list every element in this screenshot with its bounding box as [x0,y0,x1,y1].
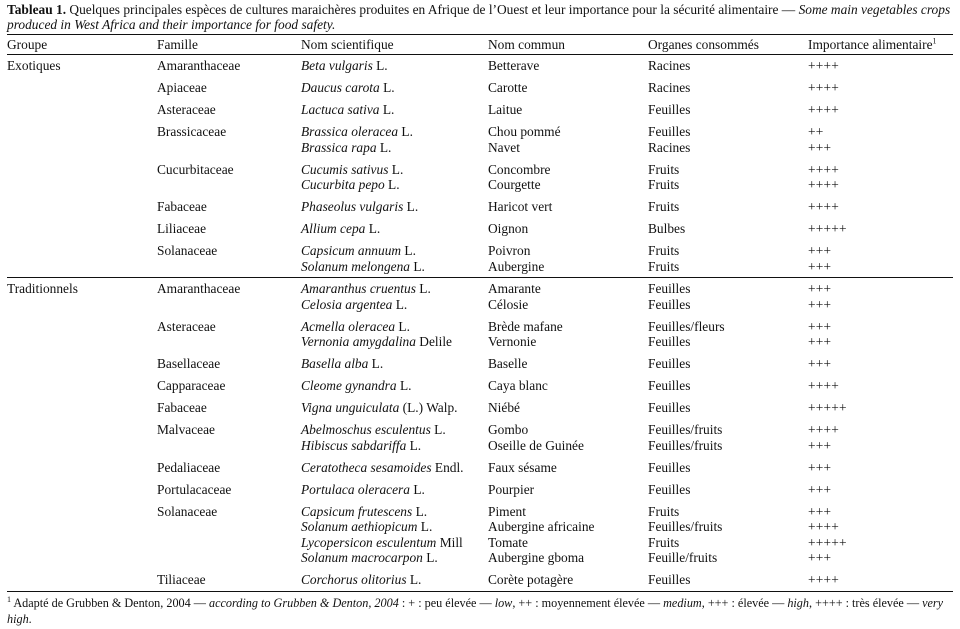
table-row [7,535,953,551]
cell-nom-commun: Oignon [488,221,529,236]
table-caption [7,2,953,32]
cell-famille: Asteraceae [157,318,216,334]
species-name: Hibiscus sabdariffa [301,437,407,453]
species-name: Cucurbita pepo [301,177,385,192]
species-authority: L. [406,572,422,587]
cell-groupe [7,422,157,438]
cell-nom-commun: Laitue [488,102,523,117]
cell-organes: Racines [648,80,691,95]
cell-importance: ++++ [808,572,840,587]
cell-groupe [7,162,157,178]
cell-groupe [7,140,157,156]
caption-label: Tableau 1. [7,2,67,17]
cell-organes: Racines [648,58,691,73]
cell-organes: Feuilles/fruits [648,437,723,453]
cell-nom-scientifique [301,334,488,350]
species-name: Capsicum frutescens [301,503,413,519]
cell-importance: +++++ [808,221,847,236]
cell-nom-commun: Brède mafane [488,318,563,334]
cell-famille: Brassicaceae [157,124,227,139]
cell-importance: +++ [808,481,832,497]
table-row [7,140,953,156]
bottom-rule [7,591,953,592]
cell-organes: Racines [648,139,691,155]
cell-importance: +++ [808,459,832,475]
table-row [7,243,953,259]
species-name: Brassica oleracea [301,124,399,139]
species-name: Cucumis sativus [301,161,389,177]
cell-groupe [7,572,157,588]
species-authority: L. [384,177,400,192]
cell-famille [157,297,301,313]
species-name: Phaseolus vulgaris [301,199,404,214]
table-row [7,550,953,566]
table-row [7,177,953,193]
cell-famille [157,519,301,535]
cell-nom-scientifique [301,102,488,118]
cell-groupe [7,356,157,372]
cell-importance: ++++ [808,378,840,393]
cell-importance: +++ [808,503,832,519]
cell-organes: Feuilles [648,334,691,349]
cell-famille: Solanaceae [157,243,218,258]
table-row [7,319,953,335]
cell-organes: Fruits [648,161,680,177]
cell-organes: Fruits [648,503,680,519]
cell-famille: Tiliaceae [157,572,206,587]
cell-famille: Cucurbitaceae [157,161,234,177]
cell-importance: ++++ [808,199,840,214]
species-name: Lycopersicon esculentum [301,534,437,550]
cell-importance: +++ [808,318,832,334]
cell-organes: Feuilles [648,378,691,393]
cell-organes: Feuilles [648,102,691,117]
cell-famille: Basellaceae [157,356,221,371]
cell-nom-commun: Baselle [488,356,528,371]
species-authority: L. [415,281,431,296]
cell-organes: Feuilles/fruits [648,519,723,534]
table-row [7,80,953,96]
cell-groupe [7,504,157,520]
cell-nom-commun: Oseille de Guinée [488,437,584,453]
cell-nom-scientifique [301,438,488,454]
table-row [7,378,953,394]
species-name: Portulaca oleracera [301,481,410,497]
cell-organes: Feuille/fruits [648,550,718,565]
cell-famille: Fabaceae [157,199,207,214]
species-name: Beta vulgaris [301,58,373,73]
species-name: Solanum melongena [301,258,410,274]
cell-nom-commun: Carotte [488,80,528,95]
footnote-mark: 1 [7,594,11,604]
header-groupe: Groupe [7,37,48,52]
cell-nom-commun: Faux sésame [488,459,557,475]
cell-organes: Feuilles/fruits [648,422,723,437]
cell-importance: +++++ [808,400,847,415]
header-nom-scientifique: Nom scientifique [301,37,394,52]
cell-nom-scientifique [301,243,488,259]
cell-nom-commun: Corète potagère [488,572,574,587]
cell-famille: Fabaceae [157,400,207,415]
species-name: Ceratotheca sesamoides [301,459,432,475]
species-name: Cleome gynandra [301,378,397,393]
cell-nom-commun: Aubergine africaine [488,519,595,534]
cell-nom-commun: Chou pommé [488,124,561,139]
cell-famille [157,334,301,350]
species-name: Abelmoschus esculentus [301,422,431,437]
cell-importance: +++ [808,334,832,349]
cell-importance: +++ [808,296,832,312]
header-importance: Importance alimentaire$^1$ [808,36,937,52]
table-row [7,199,953,215]
cell-nom-scientifique [301,199,488,215]
cell-nom-commun: Courgette [488,177,541,192]
table-row [7,297,953,313]
cell-groupe [7,243,157,259]
species-name: Solanum macrocarpon [301,550,423,565]
cell-importance: +++++ [808,534,847,550]
cell-famille [157,177,301,193]
species-authority: Endl. [431,459,464,475]
table-row [7,504,953,520]
cell-organes: Feuilles [648,124,691,139]
species-authority: L. [395,318,410,334]
cell-nom-scientifique [301,58,488,74]
cell-famille: Solanaceae [157,503,218,519]
table-row [7,400,953,416]
species-name: Lactuca sativa [301,102,380,117]
cell-nom-commun: Piment [488,503,526,519]
cell-groupe [7,259,157,275]
table-row [7,572,953,588]
species-name: Capsicum annuum [301,243,402,258]
cell-famille: Apiaceae [157,80,207,95]
cell-organes: Bulbes [648,221,686,236]
cell-nom-commun: Betterave [488,58,540,73]
species-authority: L. [412,503,428,519]
cell-famille: Amaranthaceae [157,281,241,296]
cell-nom-commun: Aubergine [488,258,545,274]
group-block [7,278,953,588]
species-authority: L. [430,422,446,437]
species-name: Celosia argentea [301,296,393,312]
cell-organes: Feuilles [648,356,691,371]
caption-english: Some main vegetables crops produced in West Africa and their importance for food safety. [7,2,951,32]
cell-groupe [7,221,157,237]
cell-famille [157,550,301,566]
table-row [7,259,953,275]
cell-groupe [7,550,157,566]
table-row [7,221,953,237]
cell-nom-scientifique [301,400,488,416]
caption-french: Quelques principales espèces de cultures maraichères produites en Afrique de l’Ouest et leur importance pour la sécurité alimentaire — [69,2,796,17]
cell-organes: Fruits [648,177,680,192]
table-row [7,460,953,476]
cell-nom-commun: Célosie [488,296,529,312]
cell-nom-scientifique [301,80,488,96]
cell-nom-scientifique [301,378,488,394]
species-authority: (L.) Walp. [399,400,458,415]
cell-groupe [7,124,157,140]
cell-organes: Fruits [648,534,680,550]
cell-nom-commun: Concombre [488,161,551,177]
cell-groupe [7,378,157,394]
cell-organes: Fruits [648,199,680,214]
cell-groupe [7,460,157,476]
cell-groupe [7,535,157,551]
species-authority: L. [379,80,395,95]
cell-organes: Feuilles [648,481,691,497]
cell-groupe [7,438,157,454]
species-name: Amaranthus cruentus [301,281,416,296]
cell-importance: +++ [808,139,832,155]
species-authority: L. [398,124,413,139]
cell-importance: ++++ [808,519,840,534]
cell-nom-scientifique [301,319,488,335]
cell-famille: Malvaceae [157,422,215,437]
cell-organes: Feuilles [648,572,691,587]
cell-famille [157,140,301,156]
cell-famille: Asteraceae [157,102,216,117]
species-name: Corchorus olitorius [301,572,407,587]
cell-organes: Feuilles [648,459,691,475]
species-authority: L. [422,550,438,565]
species-authority: L. [406,437,422,453]
header-row [7,36,953,54]
cell-groupe [7,177,157,193]
species-name: Vigna unguiculata [301,400,400,415]
species-authority: L. [392,296,408,312]
header-nom-commun: Nom commun [488,37,565,52]
cell-organes: Feuilles [648,281,691,296]
cell-nom-commun: Pourpier [488,481,535,497]
cell-nom-commun: Niébé [488,400,520,415]
cell-nom-scientifique [301,140,488,156]
table-row [7,334,953,350]
cell-groupe [7,319,157,335]
species-authority: L. [372,58,388,73]
species-authority: L. [403,199,419,214]
species-name: Vernonia amygdalina [301,334,416,349]
cell-importance: ++++ [808,58,840,73]
species-authority: L. [388,161,404,177]
species-name: Brassica rapa [301,139,377,155]
cell-nom-commun: Tomate [488,534,528,550]
cell-importance: ++++ [808,422,840,437]
cell-importance: +++ [808,281,832,296]
cell-groupe [7,482,157,498]
table-row [7,162,953,178]
cell-nom-scientifique [301,221,488,237]
cell-importance: +++ [808,243,832,258]
species-authority: L. [396,378,412,393]
table-row [7,281,953,297]
cell-importance: +++ [808,550,832,565]
table-row [7,482,953,498]
table-row [7,422,953,438]
table-row [7,438,953,454]
cell-nom-scientifique [301,422,488,438]
table-row [7,102,953,118]
header-famille: Famille [157,37,198,52]
cell-importance: ++++ [808,177,840,192]
table-row [7,124,953,140]
cell-nom-scientifique [301,460,488,476]
cell-nom-scientifique [301,572,488,588]
cell-importance: ++ [808,124,824,139]
cell-famille: Portulacaceae [157,481,232,497]
species-name: Solanum aethiopicum [301,519,418,534]
cell-importance: ++++ [808,161,840,177]
cell-groupe [7,102,157,118]
cell-famille: Capparaceae [157,378,226,393]
cell-nom-scientifique [301,162,488,178]
cell-famille [157,259,301,275]
cell-importance: ++++ [808,80,840,95]
cell-nom-scientifique [301,177,488,193]
cell-groupe [7,334,157,350]
species-name: Allium cepa [301,221,366,236]
species-name: Basella alba [301,356,369,371]
cell-nom-scientifique [301,281,488,297]
cell-groupe: Traditionnels [7,281,78,296]
cell-nom-scientifique [301,504,488,520]
group-block [7,55,953,274]
cell-importance: +++ [808,258,832,274]
cell-nom-commun: Haricot vert [488,199,553,214]
species-authority: L. [409,258,425,274]
cell-nom-scientifique [301,259,488,275]
species-authority: L. [417,519,433,534]
species-authority: L. [365,221,381,236]
cell-nom-scientifique [301,482,488,498]
cell-groupe: Exotiques [7,58,61,73]
cell-famille [157,535,301,551]
cell-nom-scientifique [301,535,488,551]
cell-groupe [7,199,157,215]
cell-famille: Pedaliaceae [157,459,221,475]
cell-nom-commun: Vernonie [488,334,537,349]
species-authority: L. [401,243,416,258]
header-importance-note: 1 [932,36,937,46]
cell-nom-scientifique [301,519,488,535]
species-authority: Delile [415,334,453,349]
species-authority: Mill [436,534,463,550]
table-row [7,58,953,74]
top-rule [7,34,953,35]
cell-organes: Feuilles/fleurs [648,318,725,334]
cell-nom-scientifique [301,356,488,372]
table-body [7,55,953,591]
cell-nom-commun: Caya blanc [488,378,548,393]
cell-nom-scientifique [301,297,488,313]
species-authority: L. [379,102,395,117]
cell-organes: Fruits [648,258,680,274]
species-authority: L. [409,481,425,497]
cell-famille: Amaranthaceae [157,58,241,73]
cell-organes: Fruits [648,243,680,258]
cell-importance: +++ [808,437,832,453]
cell-organes: Feuilles [648,400,691,415]
cell-groupe [7,80,157,96]
cell-groupe [7,519,157,535]
table-row [7,519,953,535]
cell-nom-commun: Aubergine gboma [488,550,585,565]
table-row [7,356,953,372]
cell-importance: +++ [808,356,832,371]
species-name: Acmella oleracea [301,318,396,334]
cell-groupe [7,400,157,416]
species-authority: L. [376,139,392,155]
table-footnote: $^1$ Adapté de Grubben & Denton, 2004 — according to Grubben & Denton, 2004 : + : peu élevée — low, ++ : moyennement élevée — medium, +++ : élevée — high, ++++ : très élevée — very high. [7,594,944,626]
cell-famille: Liliaceae [157,221,207,236]
cell-famille [157,438,301,454]
cell-importance: ++++ [808,102,840,117]
cell-nom-commun: Navet [488,139,520,155]
header-organes: Organes consommés [648,37,759,52]
cell-groupe [7,297,157,313]
cell-nom-commun: Poivron [488,243,531,258]
table-page [7,0,953,627]
species-authority: L. [368,356,384,371]
species-name: Daucus carota [301,80,380,95]
cell-organes: Feuilles [648,296,691,312]
cell-nom-commun: Amarante [488,281,541,296]
cell-nom-scientifique [301,550,488,566]
cell-nom-scientifique [301,124,488,140]
cell-nom-commun: Gombo [488,422,529,437]
